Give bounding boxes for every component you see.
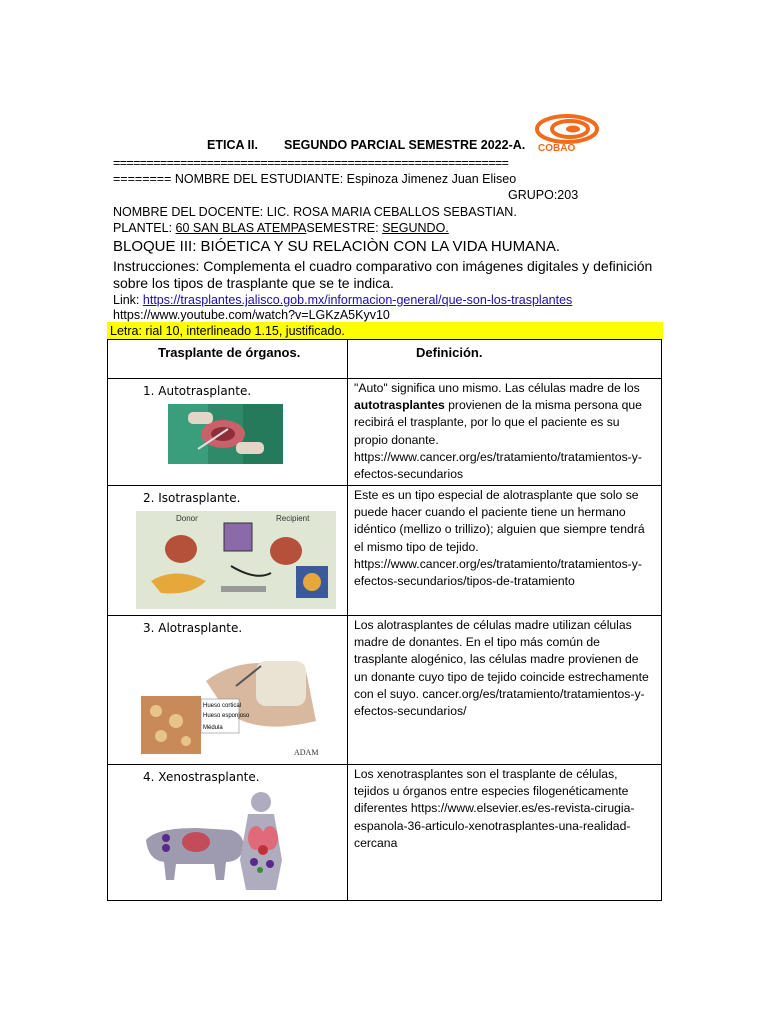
table-header-row [108,340,662,379]
svg-text:Hueso esponjoso: Hueso esponjoso [203,713,250,719]
row-title: 3. Alotrasplante. [143,621,243,635]
header-definition: Definición. [348,340,662,379]
comparison-table [107,339,662,901]
link-youtube[interactable]: https://www.youtube.com/watch?v=LGKzA5Kyv10 [113,308,390,322]
definition-cell: Los alotrasplantes de células madre utilizan células madre de donantes. En el tipo más común de trasplante alogénico, las células madre provienen de un donante cuyo tipo de tejido coincide estrechamente con el suyo. cancer.org/es/tratamiento/tratamientos-y-efectos-secundarios/ [348,616,662,765]
student-name: ======== NOMBRE DEL ESTUDIANTE: Espinoza Jimenez Juan Eliseo [113,172,517,186]
svg-text:Donor: Donor [176,514,198,523]
bold-term: autotrasplantes [354,398,445,413]
allotransplant-image [136,641,347,764]
course-title: ETICA II. [207,138,258,152]
svg-text:Hueso cortical: Hueso cortical [203,703,242,709]
table-row [108,616,662,765]
row-title: 2. Isotrasplante. [143,491,241,505]
definition-cell: Este es un tipo especial de alotrasplante que solo se puede hacer cuando el paciente tiene un hermano idéntico (mellizo o trillizo); alguien que siempre tendrá el mismo tipo de tejido. https://www.cancer.org/es/tratamiento/tratamientos-y-efectos-secundarios/tipos-de-tratamiento [348,486,662,616]
isotransplant-image [136,511,347,614]
group: GRUPO:203 [508,188,579,202]
definition-cell: Los xenotrasplantes son el trasplante de células, tejidos u órganos entre especies filogenéticamente diferentes https://www.elsevier.es/es-revista-cirugia-espanola-36-articulo-xenotrasplantes-una-realidad-cercana [348,765,662,901]
svg-text:Recipient: Recipient [276,514,310,523]
link-trasplantes[interactable]: https://trasplantes.jalisco.gob.mx/informacion-general/que-son-los-trasplantes [142,293,573,307]
row-title: 4. Xenostrasplante. [143,770,260,784]
header-organ: Trasplante de órganos. [108,340,348,379]
logo-text: COBAO [538,143,576,153]
link-line [113,293,572,307]
link-label: Link: [113,293,143,307]
table-row [108,379,662,486]
separator-rule: =========================================================== [113,156,509,170]
term-title: SEGUNDO PARCIAL SEMESTRE 2022-A. [284,138,526,152]
svg-text:ADAM: ADAM [294,748,319,757]
svg-text:Médula: Médula [203,725,223,731]
format-note: Letra: rial 10, interlineado 1.15, justificado. [110,324,345,338]
instructions: Instrucciones: Complementa el cuadro comparativo con imágenes digitales y definición sobre los tipos de trasplante que se te indica. [113,258,653,291]
table-row [108,486,662,616]
bloque-heading: BLOQUE III: BIÓETICA Y SU RELACIÒN CON LA VIDA HUMANA. [113,238,561,255]
teacher-name: NOMBRE DEL DOCENTE: LIC. ROSA MARIA CEBALLOS SEBASTIAN. [113,205,517,219]
table-row [108,765,662,901]
plantel-label: PLANTEL: [113,221,176,235]
autotransplant-image [168,404,347,469]
definition-cell: "Auto" significa uno mismo. Las células madre de los autotrasplantes provienen de la misma persona que recibirá el trasplante, por lo que el paciente es su propio donante. https://www.cancer.org/es/tratamiento/tratamientos-y-efectos-secundarios [348,379,662,486]
cobao-logo [532,113,602,153]
plantel-value: 60 SAN BLAS ATEMPA [175,221,307,235]
semester-label: SEMESTRE: [306,221,383,235]
xenotransplant-image [136,790,347,899]
plantel-line [113,221,449,235]
semester-value: SEGUNDO. [382,221,449,235]
row-title: 1. Autotrasplante. [143,384,252,398]
